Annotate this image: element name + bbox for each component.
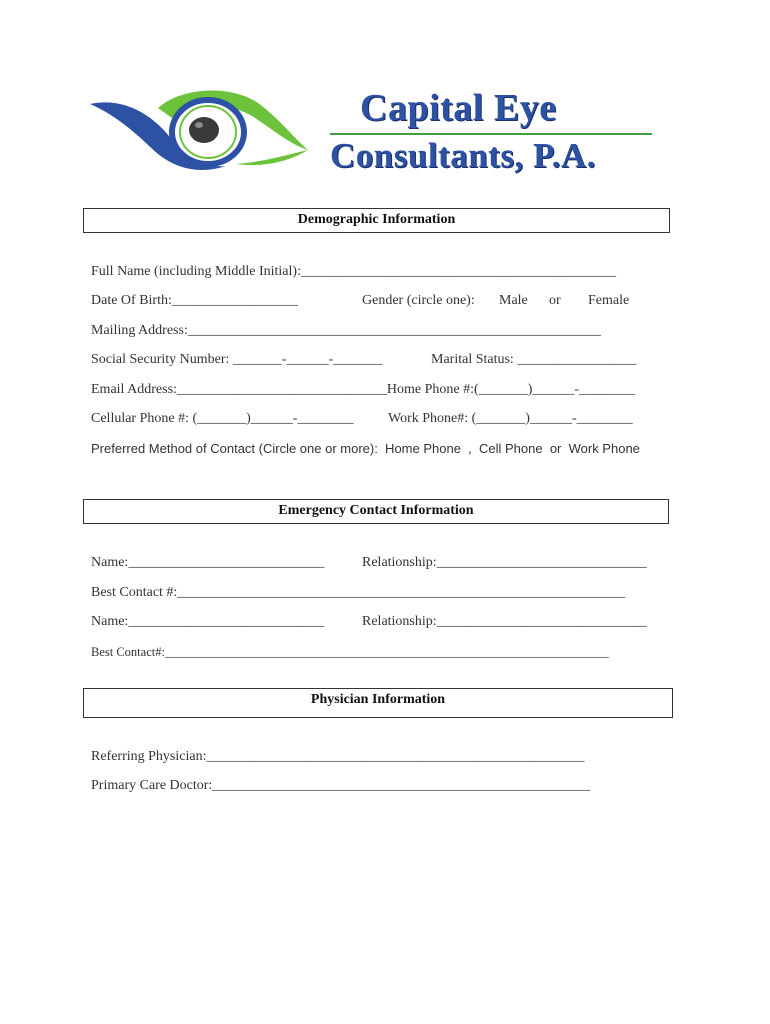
brand-divider bbox=[330, 133, 652, 135]
primary-care-doctor-label: Primary Care Doctor:______________________________________________________ bbox=[91, 778, 591, 793]
referring-physician-field[interactable] bbox=[91, 749, 584, 765]
mailing-address-field[interactable] bbox=[91, 323, 601, 339]
work-phone-field[interactable]: Work Phone#: (_______)______-________ bbox=[388, 411, 633, 426]
gender-or-text: or bbox=[549, 293, 561, 308]
gender-option-male[interactable]: Male bbox=[499, 293, 528, 308]
marital-status-field[interactable]: Marital Status: _________________ bbox=[431, 352, 637, 367]
email-homephone-row[interactable] bbox=[91, 382, 635, 398]
emergency-best-contact-1-field[interactable] bbox=[91, 585, 625, 601]
demographic-title: Demographic Information bbox=[297, 212, 456, 227]
physician-section-header bbox=[83, 688, 673, 718]
ssn-marital-row bbox=[91, 352, 681, 368]
preferred-contact-row[interactable] bbox=[91, 441, 640, 456]
full-name-field[interactable] bbox=[91, 264, 616, 280]
phone-row bbox=[91, 411, 681, 427]
gender-label: Gender (circle one): bbox=[362, 293, 475, 308]
email-homephone-label: Email Address:______________________________Home Phone #:(_______)______-________ bbox=[91, 382, 636, 397]
dob-field[interactable]: Date Of Birth:__________________ bbox=[91, 293, 298, 308]
brand-line-2: Consultants, P.A. bbox=[330, 136, 596, 175]
ssn-field[interactable]: Social Security Number: _______-______-_______ bbox=[91, 352, 383, 367]
emergency-name-1-field[interactable]: Name:____________________________ bbox=[91, 555, 325, 570]
physician-title: Physician Information bbox=[310, 692, 446, 707]
eye-logo-icon bbox=[86, 88, 316, 174]
brand-logo-text bbox=[330, 86, 675, 176]
emergency-contact-2-row bbox=[91, 614, 681, 630]
cell-phone-field[interactable]: Cellular Phone #: (_______)______-________ bbox=[91, 411, 354, 426]
gender-option-female[interactable]: Female bbox=[588, 293, 630, 308]
emergency-name-2-field[interactable]: Name:____________________________ bbox=[91, 614, 325, 629]
dob-gender-row bbox=[91, 293, 681, 309]
emergency-section-header bbox=[83, 499, 669, 524]
mailing-address-label: Mailing Address:___________________________________________________________ bbox=[91, 323, 601, 338]
demographic-section-header bbox=[83, 208, 670, 233]
emergency-best-contact-2-field[interactable] bbox=[91, 645, 609, 660]
primary-care-doctor-field[interactable] bbox=[91, 778, 590, 794]
preferred-contact-label: Preferred Method of Contact (Circle one or more): Home Phone , Cell Phone or Work Phone bbox=[91, 441, 640, 456]
emergency-title: Emergency Contact Information bbox=[278, 503, 474, 518]
brand-line-1: Capital Eye bbox=[360, 87, 557, 129]
emergency-relationship-1-field[interactable]: Relationship:______________________________ bbox=[362, 555, 647, 570]
full-name-label: Full Name (including Middle Initial):_____________________________________________ bbox=[91, 264, 616, 279]
emergency-contact-1-row bbox=[91, 555, 681, 571]
referring-physician-label: Referring Physician:______________________________________________________ bbox=[91, 749, 585, 764]
emergency-relationship-2-field[interactable]: Relationship:______________________________ bbox=[362, 614, 647, 629]
emergency-best-contact-2-label: Best Contact#:_______________________________________________________________________ bbox=[91, 645, 609, 659]
emergency-best-contact-1-label: Best Contact #:________________________________________________________________ bbox=[91, 585, 626, 600]
